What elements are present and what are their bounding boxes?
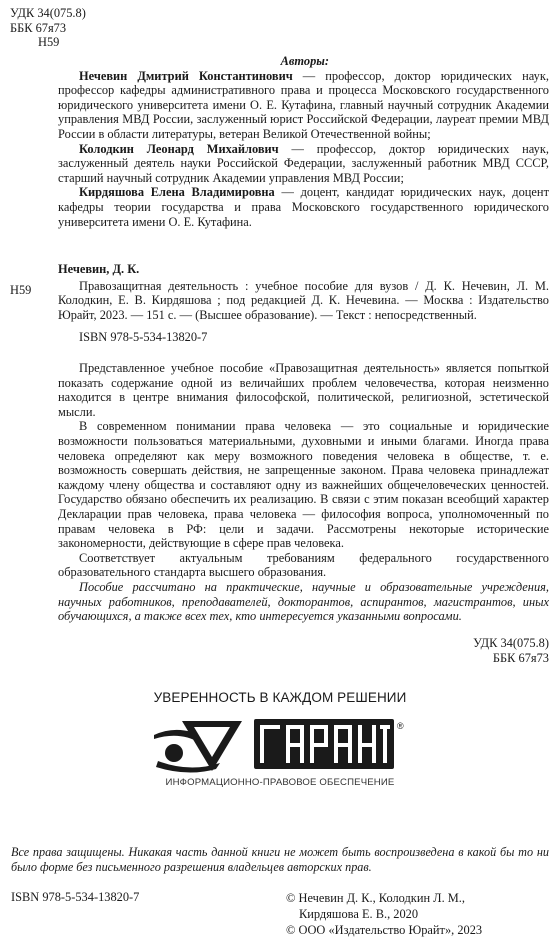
rights-notice: Все права защищены. Никакая часть данной книги не может быть воспроизведена в какой бы то ни было форме без письменного разрешения владельцев авторских прав. [11,845,549,874]
copyright-line: © Нечевин Д. К., Колодкин Л. М., [286,891,465,905]
garant-emblem-icon [154,721,242,773]
classification-block [10,6,86,50]
bibliography-code: Н59 [10,283,32,297]
copyright-line: © ООО «Издательство Юрайт», 2023 [286,923,483,937]
authors-section [58,54,549,229]
author-entry [58,142,549,186]
authors-heading: Авторы: [280,54,329,68]
annotation-audience: Пособие рассчитано на практические, научные и образовательные учреждения, научных работников, преподавателей, докторантов, аспирантов, магистрантов, иных обучающихся, а также всех тех, кто интересуется указанными вопросами. [58,579,549,624]
garant-logo-block [150,690,410,788]
author-name: Кирдяшова Елена Владимировна [79,185,275,200]
garant-subtitle: ИНФОРМАЦИОННО-ПРАВОВОЕ ОБЕСПЕЧЕНИЕ [165,777,395,788]
registered-mark: ® [397,721,404,731]
author-name: Нечевин Дмитрий Константинович [79,68,293,83]
author-entry [58,69,549,142]
annotation-paragraph: В современном понимании права человека — это социальные и юридические возможности пользоваться материальными, духовными и иными благами. Иногда права человека определяют как меру возможного поведения человека в обществе, т. е. возможность совершать действия, не запрещенные законом. Права человека принадлежат каждому члену общества и составляют одну из важнейших общечеловеческих ценностей. Государство обязано обеспечить их реализацию. В связи с этим показан всеобщий характер Декларации прав человека, права человека — философия вопроса, уполномоченный по правам человека в РФ: цели и задачи. Рассмотрены некоторые исторические закономерности, действующие в сфере прав человека. [58,419,549,551]
bibliography-isbn: ISBN 978-5-534-13820-7 [79,330,208,345]
annotation-paragraph: Представленное учебное пособие «Правозащитная деятельность» является попыткой показать содержание одной из величайших проблем человечества, которая неизменно находится в центре внимания философской, политической, религиозной, эстетической мысли. [58,361,549,419]
udk-code-bottom: УДК 34(075.8) [473,636,549,650]
bbk-code: ББК 67я73 [10,20,67,35]
author-mark: Н59 [38,35,60,50]
annotation-paragraph: Соответствует актуальным требованиям федерального государственного образовательного стандарта высшего образования. [58,550,549,580]
annotation-section [58,361,549,624]
copyright-line: Кирдяшова Е. В., 2020 [299,907,419,921]
author-entry [58,185,549,229]
garant-slogan: УВЕРЕННОСТЬ В КАЖДОМ РЕШЕНИИ [153,690,407,705]
garant-wordmark-icon [254,719,394,769]
bibliography-section [58,262,549,345]
bbk-code-bottom: ББК 67я73 [492,651,549,665]
author-description: — профессор, доктор юридических наук, профессор кафедры административного права и процесса Московского государственного юридического университета имени О. Е. Кутафина, главный научный сотрудник Академии управления МВД России, заслуженный юрист Российской Федерации, лауреат премии МВД России в области литературы, ветеран Великой Отечественной войны; [58,68,549,141]
author-description: — доцент, кандидат юридических наук, доцент кафедры теории государства и права Московского государственного юридического университета имени О. Е. Кутафина. [58,185,549,229]
author-name: Колодкин Леонард Михайлович [79,141,279,156]
udk-code: УДК 34(075.8) [10,6,86,20]
footer-isbn: ISBN 978-5-534-13820-7 [11,890,140,904]
garant-logo-icon [150,713,410,775]
bibliography-heading: Нечевин, Д. К. [58,262,140,276]
copyright-block [286,890,482,938]
author-description: — профессор, доктор юридических наук, заслуженный деятель науки Российской Федерации, заслуженный работник МВД СССР, старший научный сотрудник Академии управления МВД России; [58,141,549,185]
udk-bottom-block [473,636,549,666]
bibliography-description: Правозащитная деятельность : учебное пособие для вузов / Д. К. Нечевин, Л. М. Колодкин, Е. В. Кирдяшова ; под редакцией Д. К. Нечевина. — Москва : Издательство Юрайт, 2023. — 151 с. — (Высшее образование). — Текст : непосредственный. [58,278,549,322]
